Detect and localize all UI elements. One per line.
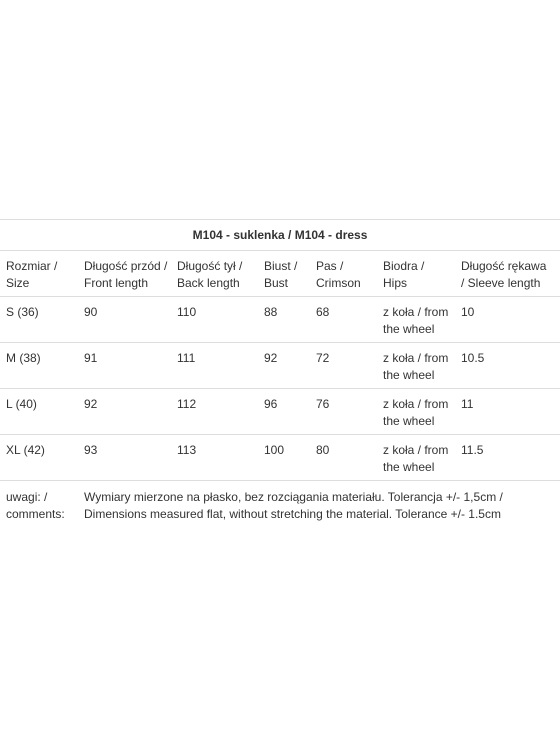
cell-bust: 92 xyxy=(264,343,316,389)
cell-hips: z koła / from the wheel xyxy=(383,389,461,435)
cell-bust: 100 xyxy=(264,435,316,481)
cell-sleeve-length: 11.5 xyxy=(461,435,560,481)
header-size: Rozmiar / Size xyxy=(0,251,84,297)
table-row xyxy=(0,343,560,389)
cell-front-length: 92 xyxy=(84,389,177,435)
header-back-length: Długość tył / Back length xyxy=(177,251,264,297)
cell-front-length: 91 xyxy=(84,343,177,389)
cell-hips: z koła / from the wheel xyxy=(383,343,461,389)
cell-hips: z koła / from the wheel xyxy=(383,435,461,481)
table-header-row xyxy=(0,251,560,297)
cell-waist: 76 xyxy=(316,389,383,435)
table-row xyxy=(0,389,560,435)
cell-back-length: 111 xyxy=(177,343,264,389)
cell-waist: 72 xyxy=(316,343,383,389)
cell-size: L (40) xyxy=(0,389,84,435)
cell-sleeve-length: 10.5 xyxy=(461,343,560,389)
notes-label: uwagi: / comments: xyxy=(0,481,84,527)
table-title: M104 - suklenka / M104 - dress xyxy=(0,220,560,251)
cell-size: M (38) xyxy=(0,343,84,389)
cell-size: S (36) xyxy=(0,297,84,343)
table-row xyxy=(0,435,560,481)
header-front-length: Długość przód / Front length xyxy=(84,251,177,297)
cell-waist: 80 xyxy=(316,435,383,481)
cell-waist: 68 xyxy=(316,297,383,343)
header-hips: Biodra / Hips xyxy=(383,251,461,297)
cell-front-length: 93 xyxy=(84,435,177,481)
cell-sleeve-length: 11 xyxy=(461,389,560,435)
table-title-row xyxy=(0,220,560,251)
table-row xyxy=(0,297,560,343)
cell-back-length: 110 xyxy=(177,297,264,343)
header-waist: Pas / Crimson xyxy=(316,251,383,297)
notes-row xyxy=(0,481,560,527)
header-bust: Biust / Bust xyxy=(264,251,316,297)
cell-bust: 96 xyxy=(264,389,316,435)
cell-back-length: 113 xyxy=(177,435,264,481)
size-table xyxy=(0,219,560,527)
cell-hips: z koła / from the wheel xyxy=(383,297,461,343)
header-sleeve-length: Długość rękawa / Sleeve length xyxy=(461,251,560,297)
cell-size: XL (42) xyxy=(0,435,84,481)
cell-bust: 88 xyxy=(264,297,316,343)
cell-sleeve-length: 10 xyxy=(461,297,560,343)
cell-back-length: 112 xyxy=(177,389,264,435)
notes-text: Wymiary mierzone na płasko, bez rozciągania materiału. Tolerancja +/- 1,5cm / Dimensions measured flat, without stretching the material. Tolerance +/- 1.5cm xyxy=(84,481,560,527)
cell-front-length: 90 xyxy=(84,297,177,343)
